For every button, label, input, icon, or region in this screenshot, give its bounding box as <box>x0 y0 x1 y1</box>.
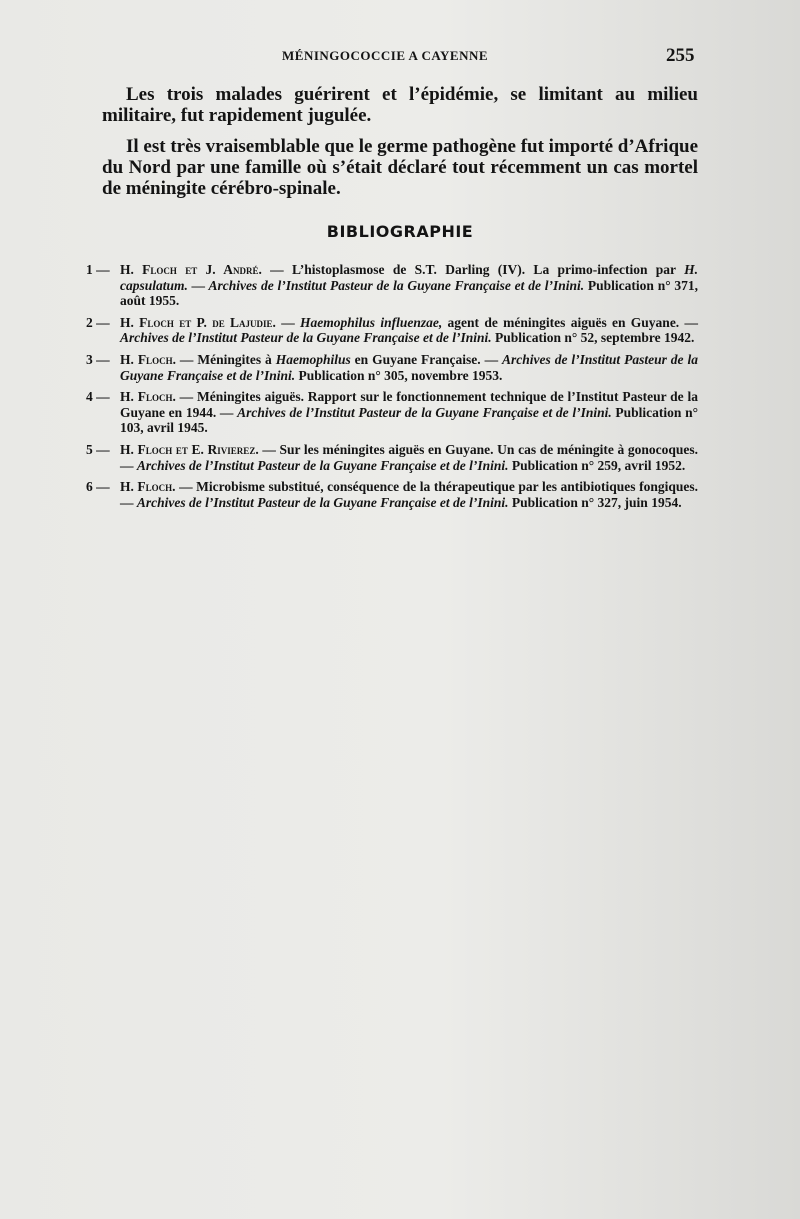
reference-species: Haemophilus influenzae, <box>300 314 443 330</box>
reference-6 <box>86 479 698 510</box>
reference-number: 1 — <box>86 262 110 277</box>
reference-body <box>120 262 698 309</box>
reference-authors: H. Floch et J. André. <box>120 262 262 277</box>
reference-body <box>120 442 698 473</box>
reference-text: agent de méningites aiguës en Guyane. — <box>442 314 698 330</box>
reference-text: — Microbisme substitué, conséquence de la thérapeutique par les antibiotiques fongiques. — <box>120 479 698 510</box>
reference-journal: Archives de l’Institut Pasteur de la Guyane Française et de l’Inini. <box>136 457 509 473</box>
reference-journal: Archives de l’Institut Pasteur de la Guyane Française et de l’Inini. <box>120 330 492 346</box>
paragraph: Les trois malades guérirent et l’épidémie, se limitant au milieu militaire, fut rapidement jugulée. <box>102 84 698 126</box>
reference-text: — <box>275 314 301 330</box>
body-text <box>102 84 698 209</box>
reference-text: — Sur les méningites aiguës en Guyane. Un cas de méningite à gonocoques. — <box>120 441 698 473</box>
reference-journal: Archives de l’Institut Pasteur de la Guyane Française et de l’Inini. <box>237 404 612 420</box>
reference-2 <box>86 315 698 346</box>
reference-3 <box>86 352 698 383</box>
reference-body <box>120 479 698 510</box>
reference-text: — Méningites aiguës. Rapport sur le fonctionnement technique de l’Institut Pasteur de la Guyane en 1944. — <box>120 389 698 420</box>
reference-authors: H. Floch et E. Rivierez. <box>120 441 259 457</box>
reference-publication: Publication n° 52, septembre 1942. <box>491 330 695 346</box>
reference-journal: H. capsulatum. — Archives de l’Institut Pasteur de la Guyane Française et de l’Inini. <box>120 262 698 293</box>
reference-journal: Archives de l’Institut Pasteur de la Guyane Française et de l’Inini. <box>136 494 509 510</box>
reference-number: 3 — <box>86 351 110 367</box>
bibliography-heading: BIBLIOGRAPHIE <box>326 222 474 241</box>
reference-number: 5 — <box>86 441 110 457</box>
reference-publication: Publication n° 371, août 1955. <box>120 277 699 309</box>
reference-authors: H. Floch et P. de Lajudie. <box>120 314 276 330</box>
reference-body <box>120 389 698 436</box>
reference-text: en Guyane Française. — <box>350 351 503 367</box>
reference-body <box>120 315 698 346</box>
reference-authors: H. Floch. <box>120 389 176 405</box>
reference-text: — L’histoplasmose de S.T. Darling (IV). La primo-infection par <box>261 262 685 277</box>
reference-4 <box>86 389 698 436</box>
page-number: 255 <box>666 45 695 66</box>
reference-publication: Publication n° 103, avril 1945. <box>120 404 699 436</box>
reference-number: 6 — <box>86 479 110 495</box>
reference-publication: Publication n° 259, avril 1952. <box>508 457 686 473</box>
reference-body <box>120 352 698 383</box>
running-title: MÉNINGOCOCCIE A CAYENNE <box>282 48 489 63</box>
reference-5 <box>86 442 698 473</box>
reference-species: Haemophilus <box>275 351 351 367</box>
running-head <box>0 45 800 68</box>
reference-publication: Publication n° 305, novembre 1953. <box>295 367 503 383</box>
reference-number: 4 — <box>86 389 110 405</box>
reference-publication: Publication n° 327, juin 1954. <box>508 494 682 510</box>
reference-text: — Méningites à <box>175 351 276 367</box>
reference-authors: H. Floch. <box>120 351 176 367</box>
reference-journal: Archives de l’Institut Pasteur de la Guyane Française et de l’Inini. <box>120 351 698 383</box>
reference-number: 2 — <box>86 314 110 330</box>
reference-1 <box>86 262 698 309</box>
paragraph: Il est très vraisemblable que le germe pathogène fut importé d’Afrique du Nord par une famille où s’était déclaré tout récemment un cas mortel de méningite cérébro-spinale. <box>102 136 699 199</box>
bibliography-list <box>86 262 698 516</box>
reference-authors: H. Floch. <box>120 479 176 495</box>
